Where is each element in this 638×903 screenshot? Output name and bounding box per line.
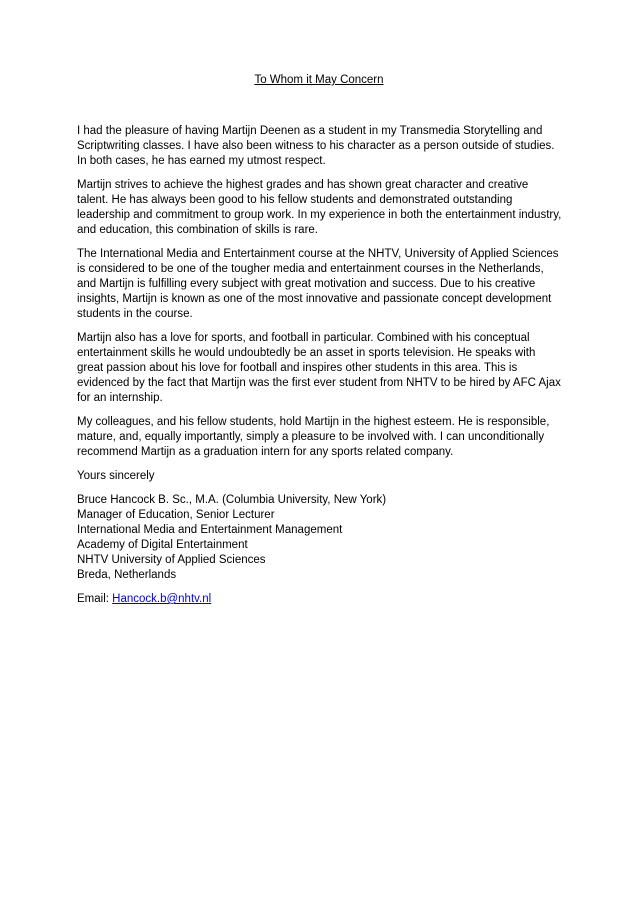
signature-role: Manager of Education, Senior Lecturer (77, 509, 275, 521)
email-line (77, 592, 562, 607)
signature-block (77, 493, 562, 583)
signature-institution: NHTV University of Applied Sciences (77, 554, 266, 566)
signature-name: Bruce Hancock B. Sc., M.A. (Columbia University, New York) (77, 494, 387, 506)
letter-body (77, 124, 562, 616)
email-link[interactable]: Hancock.b@nhtv.nl (112, 593, 212, 605)
signature-program: International Media and Entertainment Management (77, 524, 343, 536)
paragraph-recommendation: My colleagues, and his fellow students, hold Martijn in the highest esteem. He is responsible, mature, and, equally importantly, simply a pleasure to be involved with. I can unconditionally recommend Martijn as a graduation intern for any sports related company. (77, 416, 550, 458)
email-label: Email: (77, 593, 113, 605)
letter-title: To Whom it May Concern (254, 74, 384, 86)
closing-salutation: Yours sincerely (77, 470, 155, 482)
paragraph-introduction: I had the pleasure of having Martijn Deenen as a student in my Transmedia Storytelling and Scriptwriting classes. I have also been witness to his character as a person outside of studies. In both cases, he has earned my utmost respect. (77, 125, 555, 167)
paragraph-character: Martijn strives to achieve the highest grades and has shown great character and creative talent. He has always been good to his fellow students and demonstrated outstanding leadership and commitment to group work. In my experience in both the entertainment industry, and education, this combination of skills is rare. (77, 179, 562, 236)
signature-academy: Academy of Digital Entertainment (77, 539, 248, 551)
signature-location: Breda, Netherlands (77, 569, 177, 581)
paragraph-course: The International Media and Entertainment course at the NHTV, University of Applied Sciences is considered to be one of the tougher media and entertainment courses in the Netherlands, and Martijn is fulfilling every subject with great motivation and success. Due to his creative insights, Martijn is known as one of the most innovative and passionate concept development students in the course. (77, 248, 559, 320)
paragraph-sports: Martijn also has a love for sports, and football in particular. Combined with his conceptual entertainment skills he would undoubtedly be an asset in sports television. He speaks with great passion about his love for football and inspires other students in this area. This is evidenced by the fact that Martijn was the first ever student from NHTV to be hired by AFC Ajax for an internship. (77, 332, 561, 404)
